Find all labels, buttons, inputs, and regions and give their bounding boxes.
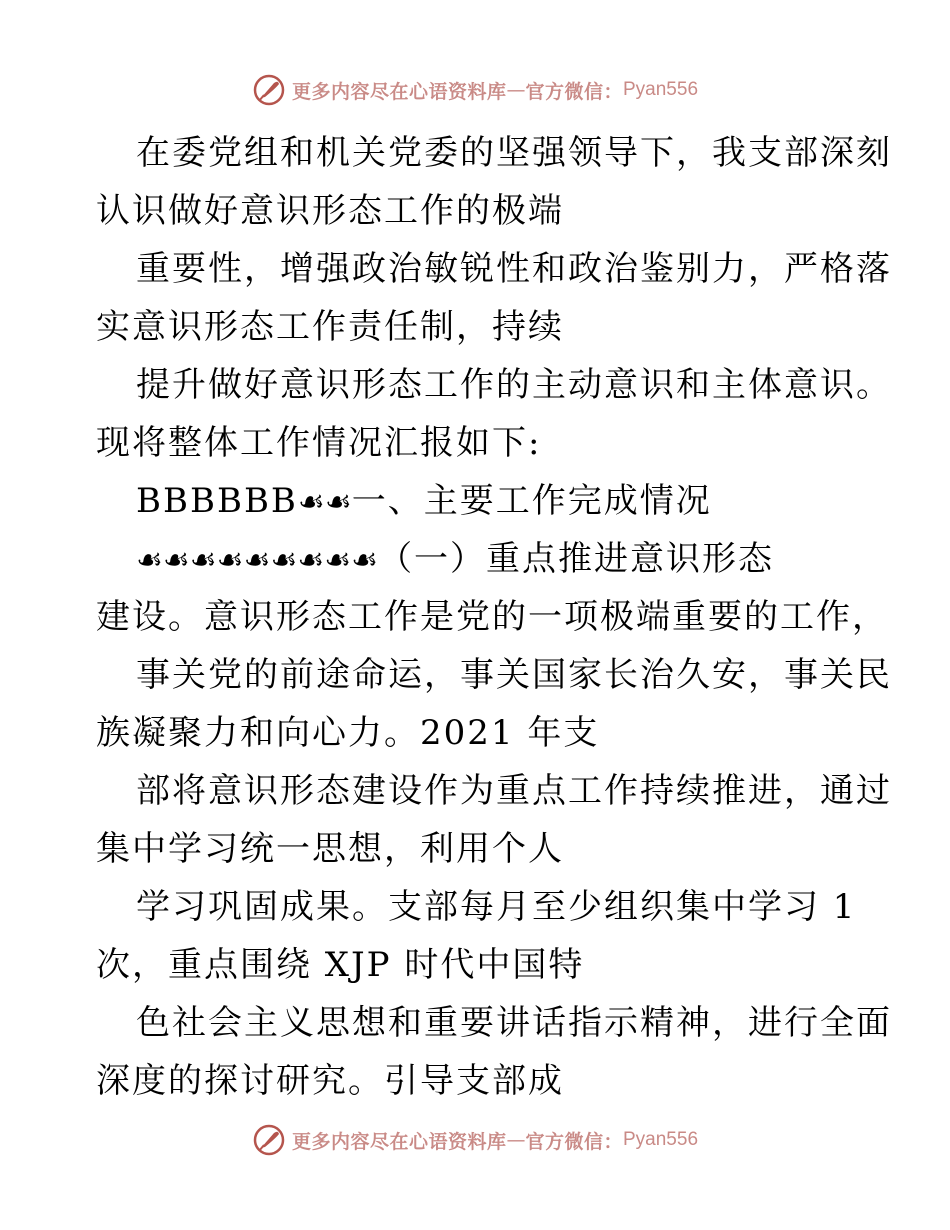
paragraph-line: 深度的探讨研究。引导支部成 (96, 1061, 564, 1101)
paragraph-line: 认识做好意识形态工作的极端 (96, 191, 564, 231)
paragraph-line: 在委党组和机关党委的坚强领导下，我支部深刻 (136, 133, 892, 173)
heading-text: 一、主要工作完成情况 (351, 481, 712, 521)
paragraph-line: 提升做好意识形态工作的主动意识和主体意识。 (136, 365, 892, 405)
paragraph-line: 部将意识形态建设作为重点工作持续推进，通过 (136, 771, 892, 811)
feather-pen-logo-icon (252, 1123, 286, 1157)
paragraph-line: 现将整体工作情况汇报如下: (96, 423, 542, 463)
banner-main-text: 更多内容尽在心语资料库 (291, 1130, 507, 1153)
footer-watermark-banner (0, 1120, 950, 1160)
paragraph-line: 族凝聚力和向心力。2021 年支 (96, 713, 600, 753)
document-body (96, 124, 892, 1110)
banner-main-text: 更多内容尽在心语资料库 (291, 80, 507, 103)
paragraph-line: 实意识形态工作责任制，持续 (96, 307, 564, 347)
feather-pen-logo-icon (252, 73, 286, 107)
banner-label: 官方微信： (525, 80, 623, 103)
banner-label: 官方微信： (525, 1130, 623, 1153)
banner-handle: Pyan556 (623, 1129, 699, 1150)
banner-separator: — (506, 1129, 526, 1151)
subheading-text: （一）重点推进意识形态 (378, 539, 775, 579)
paragraph-line: 建设。意识形态工作是党的一项极端重要的工作， (96, 597, 888, 637)
section-heading (96, 472, 856, 530)
ornament-glyphs-icon: ☙☙ (297, 485, 352, 520)
banner-handle: Pyan556 (623, 79, 699, 100)
banner-separator: — (506, 79, 526, 101)
paragraph-line: 重要性，增强政治敏锐性和政治鉴别力，严格落 (136, 249, 892, 289)
paragraph-line: 事关党的前途命运，事关国家长治久安，事关民 (136, 655, 892, 695)
ornament-glyphs-icon: ☙☙☙☙☙☙☙☙☙ (136, 543, 379, 578)
heading-prefix: BBBBBB (136, 481, 298, 521)
paragraph-line: 学习巩固成果。支部每月至少组织集中学习 1 (136, 887, 857, 927)
paragraph-line: 次，重点围绕 XJP 时代中国特 (96, 945, 585, 985)
header-watermark-banner (0, 70, 950, 110)
paragraph-line: 集中学习统一思想，利用个人 (96, 829, 564, 869)
subsection-heading (96, 530, 856, 588)
paragraph-line: 色社会主义思想和重要讲话指示精神，进行全面 (136, 1003, 892, 1043)
